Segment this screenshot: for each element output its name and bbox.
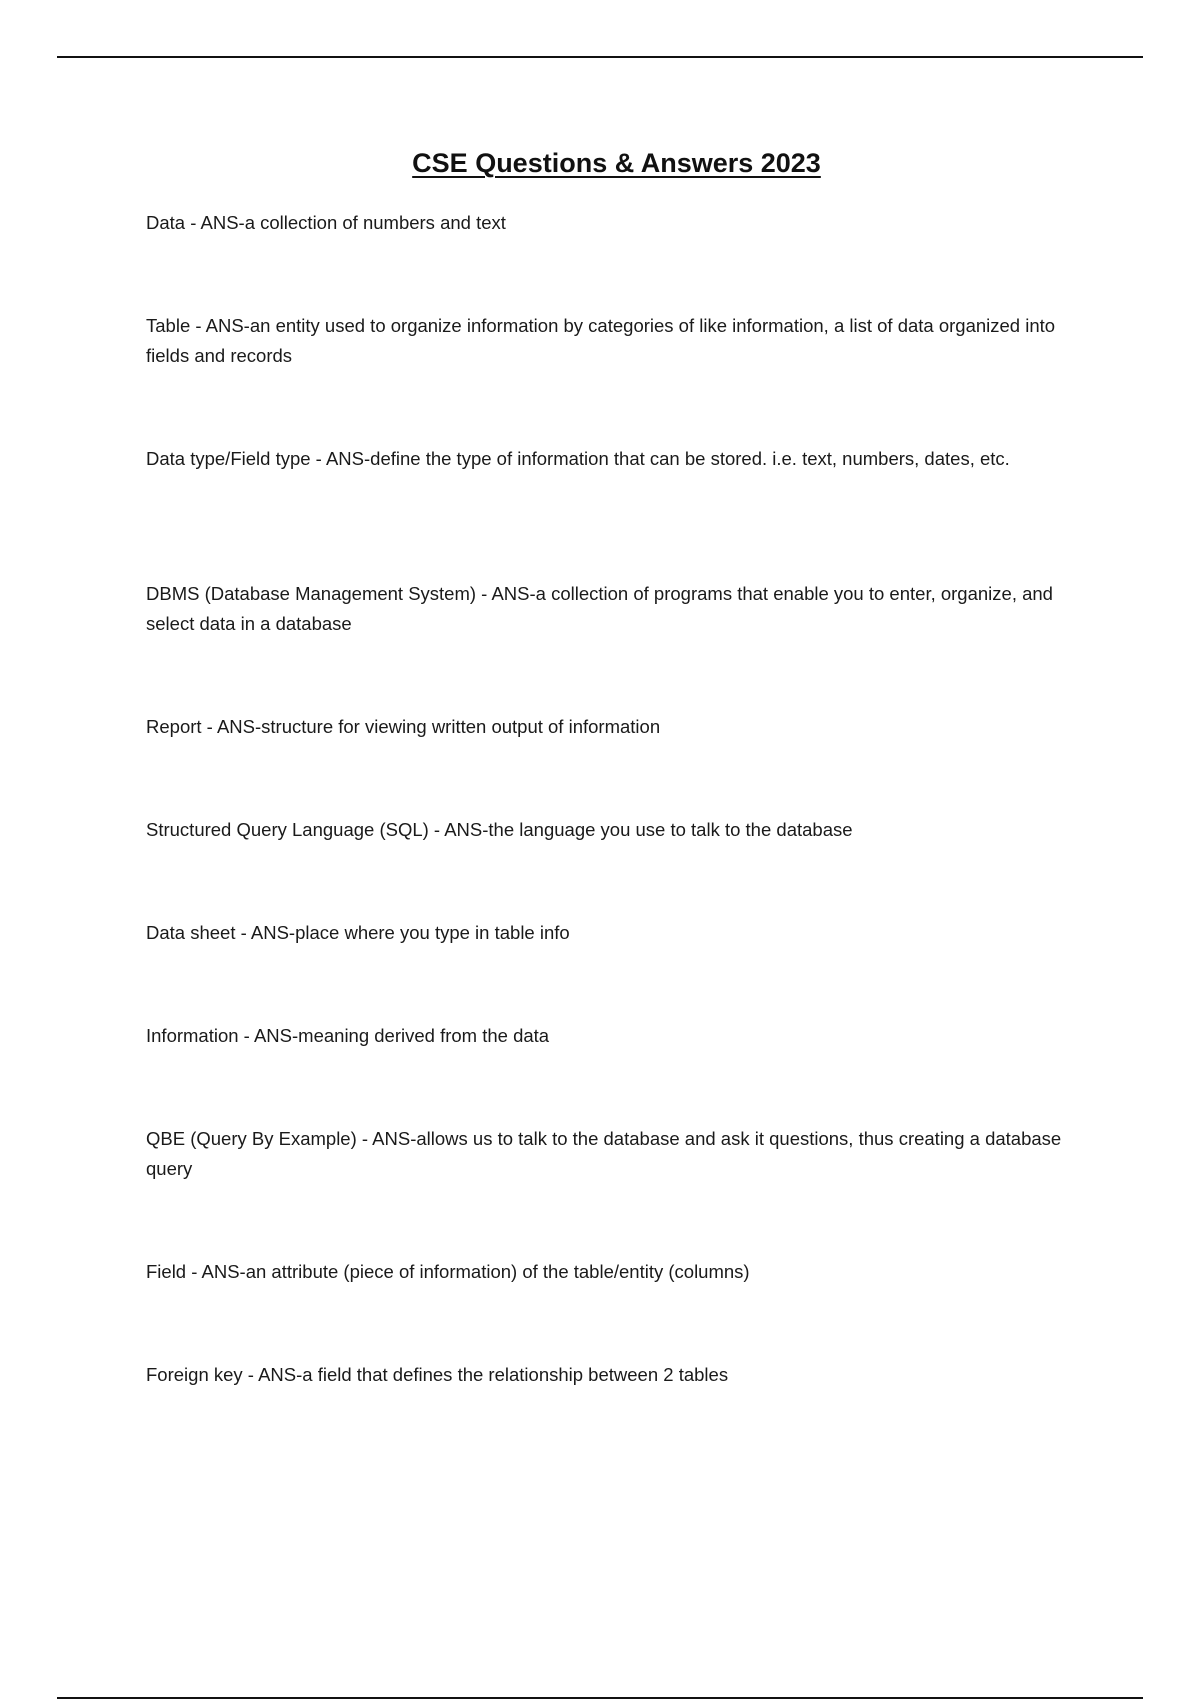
header-rule	[57, 56, 1143, 58]
qa-entry-table: Table - ANS-an entity used to organize information by categories of like information, a list of data organized into fields and records	[146, 315, 1056, 366]
footer-rule	[57, 1697, 1143, 1699]
qa-entry-report: Report - ANS-structure for viewing written output of information	[146, 716, 661, 737]
page-title: CSE Questions & Answers 2023	[412, 148, 821, 178]
qa-entry-data: Data - ANS-a collection of numbers and text	[146, 212, 506, 233]
qa-entry-sql: Structured Query Language (SQL) - ANS-the language you use to talk to the database	[146, 819, 853, 840]
qa-entry-foreign-key: Foreign key - ANS-a field that defines the relationship between 2 tables	[146, 1364, 729, 1385]
qa-entry-data-sheet: Data sheet - ANS-place where you type in table info	[146, 922, 570, 943]
qa-entry-dbms: DBMS (Database Management System) - ANS-a collection of programs that enable you to enter, organize, and select data in a database	[146, 583, 1053, 634]
qa-entry-qbe: QBE (Query By Example) - ANS-allows us to talk to the database and ask it questions, thus creating a database query	[146, 1128, 1062, 1179]
qa-entry-field: Field - ANS-an attribute (piece of information) of the table/entity (columns)	[146, 1261, 750, 1282]
qa-entry-information: Information - ANS-meaning derived from the data	[146, 1025, 550, 1046]
qa-entry-data-type: Data type/Field type - ANS-define the type of information that can be stored. i.e. text, numbers, dates, etc.	[146, 448, 1010, 469]
